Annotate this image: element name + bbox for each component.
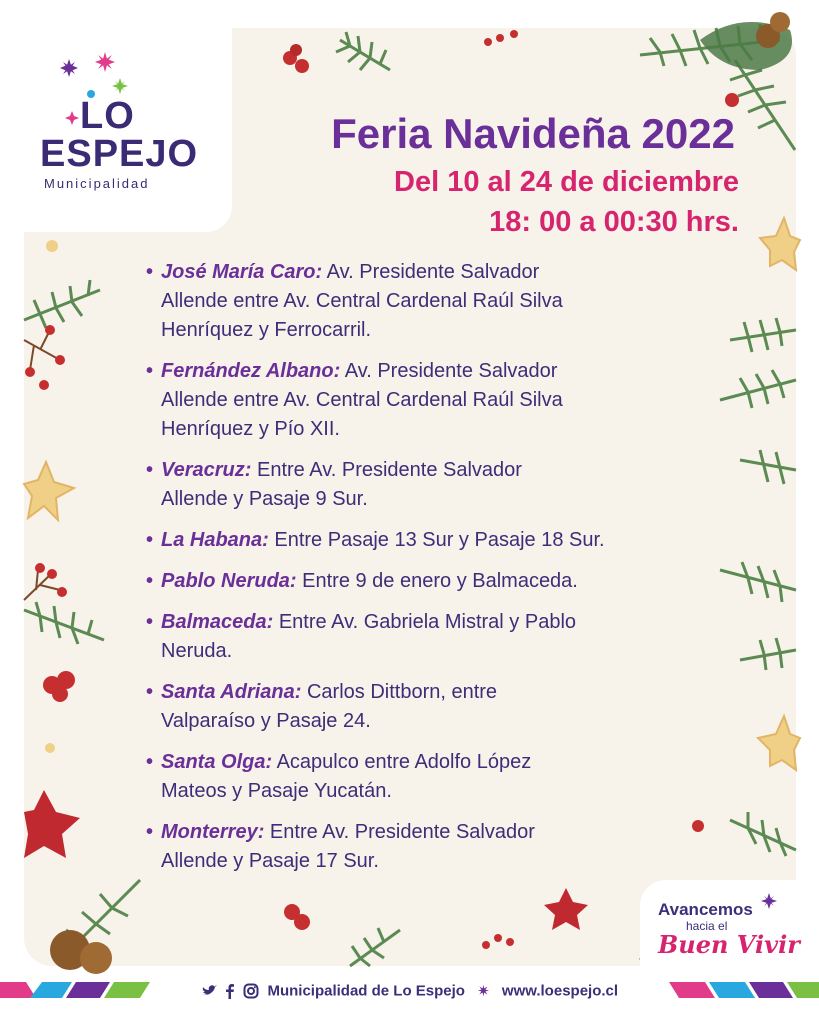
location-name: Santa Adriana: — [161, 681, 302, 703]
location-address: Entre Av. Gabriela Mistral y Pablo — [278, 611, 577, 633]
location-item — [146, 678, 706, 736]
location-address: Acapulco entre Adolfo López — [276, 751, 532, 773]
location-address: Carlos Dittborn, entre — [306, 681, 498, 703]
location-name: Fernández Albano: — [161, 360, 341, 382]
location-name: Veracruz: — [161, 459, 252, 481]
footer-handle[interactable]: Municipalidad de Lo Espejo — [267, 982, 465, 1000]
logo-subtitle: Municipalidad — [44, 176, 150, 191]
location-name: Santa Olga: — [161, 751, 273, 773]
footer-website[interactable]: www.loespejo.cl — [501, 982, 619, 1000]
bullet-icon: • — [146, 529, 154, 551]
location-address: Entre 9 de enero y Balmaceda. — [302, 570, 578, 592]
location-address: Entre Av. Presidente Salvador — [269, 821, 535, 843]
location-item — [146, 567, 706, 596]
location-list — [146, 258, 706, 888]
location-address: Mateos y Pasaje Yucatán. — [161, 780, 392, 802]
location-name: Balmaceda: — [161, 611, 274, 633]
location-address: Allende entre Av. Central Cardenal Raúl Silva — [161, 389, 563, 411]
location-address: Henríquez y Pío XII. — [161, 418, 340, 440]
bullet-icon: • — [146, 681, 154, 703]
bullet-icon: • — [146, 261, 154, 283]
lo-espejo-logo — [36, 46, 199, 196]
location-item — [146, 608, 706, 666]
location-item — [146, 456, 706, 514]
bullet-icon: • — [146, 611, 154, 633]
bullet-icon: • — [146, 459, 154, 481]
instagram-icon[interactable] — [243, 983, 259, 999]
facebook-icon[interactable] — [225, 983, 235, 999]
location-address: Entre Pasaje 13 Sur y Pasaje 18 Sur. — [274, 529, 605, 551]
location-name: Pablo Neruda: — [161, 570, 297, 592]
bullet-icon: • — [146, 570, 154, 592]
location-item — [146, 818, 706, 876]
logo-line-2: ESPEJO — [40, 133, 199, 175]
location-address: Neruda. — [161, 640, 233, 662]
bullet-icon: • — [146, 751, 154, 773]
location-address: Allende y Pasaje 9 Sur. — [161, 488, 368, 510]
bullet-icon: • — [146, 821, 154, 843]
location-address: Entre Av. Presidente Salvador — [256, 459, 522, 481]
location-name: José María Caro: — [161, 261, 323, 283]
location-address: Henríquez y Ferrocarril. — [161, 319, 372, 341]
bullet-icon: • — [146, 360, 154, 382]
location-item — [146, 357, 706, 444]
location-address: Allende entre Av. Central Cardenal Raúl Silva — [161, 290, 563, 312]
location-item — [146, 526, 706, 555]
slogan-star-icon — [760, 892, 778, 910]
footer-separator: ✷ — [477, 983, 490, 1001]
logo-line-1: LO — [80, 95, 135, 137]
location-address: Av. Presidente Salvador — [326, 261, 540, 283]
event-title: Feria Navideña 2022 — [331, 110, 735, 157]
event-dates: Del 10 al 24 de diciembre — [394, 166, 739, 198]
location-address: Allende y Pasaje 17 Sur. — [161, 850, 379, 872]
location-address: Av. Presidente Salvador — [344, 360, 558, 382]
twitter-icon[interactable] — [201, 984, 217, 998]
footer-bar — [0, 974, 819, 1024]
event-hours: 18: 00 a 00:30 hrs. — [489, 206, 739, 238]
location-name: La Habana: — [161, 529, 269, 551]
location-item — [146, 258, 706, 345]
slogan-line-3: Buen Vivir — [658, 930, 800, 959]
location-name: Monterrey: — [161, 821, 265, 843]
slogan-line-2: hacia el — [686, 919, 728, 933]
location-address: Valparaíso y Pasaje 24. — [161, 710, 371, 732]
location-item — [146, 748, 706, 806]
slogan-line-1: Avancemos — [658, 900, 753, 919]
footer-right-stripe — [659, 980, 819, 1000]
slogan-badge — [640, 880, 804, 966]
